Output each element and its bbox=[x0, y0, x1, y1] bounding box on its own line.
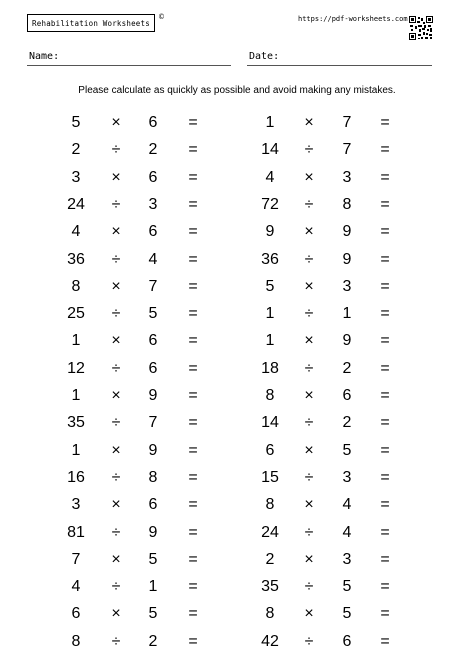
operand-a: 2 bbox=[71, 141, 81, 159]
operand-a: 1 bbox=[71, 387, 81, 404]
operand-b: 6 bbox=[342, 632, 352, 650]
problem-row bbox=[0, 359, 474, 379]
operand-a: 14 bbox=[261, 414, 279, 432]
operand-b: 6 bbox=[148, 496, 158, 514]
equals-sign: = bbox=[380, 414, 390, 432]
operator: ÷ bbox=[304, 141, 314, 159]
equals-sign: = bbox=[380, 195, 390, 213]
operator: ÷ bbox=[111, 250, 121, 268]
operand-a: 2 bbox=[265, 550, 275, 568]
equals-sign: = bbox=[188, 195, 198, 213]
copyright-icon: © bbox=[158, 13, 165, 21]
equals-sign: = bbox=[380, 441, 390, 459]
equals-sign: = bbox=[380, 250, 390, 268]
problem-row bbox=[0, 140, 474, 160]
problem-row bbox=[0, 222, 474, 242]
operand-a: 15 bbox=[261, 468, 279, 486]
operand-a: 8 bbox=[265, 496, 275, 514]
equals-sign: = bbox=[380, 223, 390, 241]
problem-row bbox=[0, 304, 474, 324]
operator: ÷ bbox=[111, 359, 121, 377]
operand-a: 1 bbox=[265, 305, 275, 323]
equals-sign: = bbox=[380, 141, 390, 159]
operand-b: 6 bbox=[148, 114, 158, 131]
operand-b: 3 bbox=[342, 277, 352, 295]
equals-sign: = bbox=[188, 441, 198, 459]
operand-a: 6 bbox=[71, 605, 81, 623]
operand-b: 4 bbox=[342, 496, 352, 514]
equals-sign: = bbox=[380, 578, 390, 596]
operator: ÷ bbox=[304, 250, 314, 268]
equals-sign: = bbox=[380, 387, 390, 404]
operand-b: 6 bbox=[342, 387, 352, 404]
operator: × bbox=[111, 332, 121, 350]
operand-b: 5 bbox=[148, 605, 158, 623]
operand-b: 2 bbox=[342, 414, 352, 432]
equals-sign: = bbox=[188, 223, 198, 241]
operand-a: 16 bbox=[67, 468, 85, 486]
date-label: Date: bbox=[249, 51, 280, 62]
operand-a: 36 bbox=[261, 250, 279, 268]
operator: ÷ bbox=[111, 414, 121, 432]
problem-row bbox=[0, 441, 474, 461]
operand-b: 6 bbox=[148, 359, 158, 377]
operand-a: 12 bbox=[67, 359, 85, 377]
equals-sign: = bbox=[188, 496, 198, 514]
operator: ÷ bbox=[304, 468, 314, 486]
operator: ÷ bbox=[304, 414, 314, 432]
operator: × bbox=[111, 441, 121, 459]
operator: × bbox=[111, 550, 121, 568]
operand-b: 9 bbox=[148, 441, 158, 459]
operator: × bbox=[304, 114, 314, 131]
operand-b: 2 bbox=[342, 359, 352, 377]
operand-a: 18 bbox=[261, 359, 279, 377]
operand-b: 5 bbox=[148, 305, 158, 323]
operand-a: 9 bbox=[265, 223, 275, 241]
equals-sign: = bbox=[188, 277, 198, 295]
operator: ÷ bbox=[111, 578, 121, 596]
operand-b: 9 bbox=[148, 387, 158, 404]
equals-sign: = bbox=[188, 605, 198, 623]
operand-a: 3 bbox=[71, 496, 81, 514]
operator: ÷ bbox=[304, 632, 314, 650]
operand-b: 5 bbox=[342, 578, 352, 596]
operator: ÷ bbox=[304, 359, 314, 377]
operator: × bbox=[304, 223, 314, 241]
equals-sign: = bbox=[188, 332, 198, 350]
equals-sign: = bbox=[380, 277, 390, 295]
operator: × bbox=[304, 550, 314, 568]
problem-row bbox=[0, 168, 474, 188]
operand-a: 72 bbox=[261, 195, 279, 213]
equals-sign: = bbox=[188, 141, 198, 159]
equals-sign: = bbox=[380, 168, 390, 186]
equals-sign: = bbox=[188, 359, 198, 377]
equals-sign: = bbox=[188, 168, 198, 186]
operator: × bbox=[304, 277, 314, 295]
equals-sign: = bbox=[380, 496, 390, 514]
problem-row bbox=[0, 277, 474, 297]
operator: ÷ bbox=[111, 305, 121, 323]
operator: × bbox=[111, 496, 121, 514]
problem-row bbox=[0, 550, 474, 570]
operand-a: 35 bbox=[261, 578, 279, 596]
problem-row bbox=[0, 113, 474, 133]
operand-a: 4 bbox=[71, 223, 81, 241]
operator: ÷ bbox=[304, 523, 314, 541]
equals-sign: = bbox=[188, 523, 198, 541]
equals-sign: = bbox=[188, 414, 198, 432]
operand-b: 8 bbox=[148, 468, 158, 486]
problem-row bbox=[0, 632, 474, 652]
equals-sign: = bbox=[380, 632, 390, 650]
equals-sign: = bbox=[380, 305, 390, 323]
operand-b: 3 bbox=[342, 468, 352, 486]
operand-b: 5 bbox=[148, 550, 158, 568]
operator: × bbox=[304, 496, 314, 514]
equals-sign: = bbox=[188, 632, 198, 650]
operand-b: 9 bbox=[342, 332, 352, 350]
operand-b: 3 bbox=[342, 550, 352, 568]
equals-sign: = bbox=[188, 550, 198, 568]
operand-b: 1 bbox=[148, 578, 158, 596]
equals-sign: = bbox=[188, 387, 198, 404]
equals-sign: = bbox=[380, 114, 390, 131]
equals-sign: = bbox=[380, 332, 390, 350]
problem-row bbox=[0, 331, 474, 351]
operand-a: 8 bbox=[71, 277, 81, 295]
operator: ÷ bbox=[111, 468, 121, 486]
operand-a: 1 bbox=[265, 332, 275, 350]
operand-a: 4 bbox=[265, 168, 275, 186]
worksheet-title: Rehabilitation Worksheets bbox=[32, 18, 150, 28]
operand-b: 2 bbox=[148, 141, 158, 159]
operand-b: 8 bbox=[342, 195, 352, 213]
equals-sign: = bbox=[188, 250, 198, 268]
instructions: Please calculate as quickly as possible and avoid making any mistakes. bbox=[78, 85, 396, 96]
problem-row bbox=[0, 577, 474, 597]
equals-sign: = bbox=[380, 359, 390, 377]
equals-sign: = bbox=[380, 468, 390, 486]
operand-b: 5 bbox=[342, 605, 352, 623]
operand-b: 1 bbox=[342, 305, 352, 323]
operator: × bbox=[304, 332, 314, 350]
equals-sign: = bbox=[380, 550, 390, 568]
operator: × bbox=[111, 605, 121, 623]
problem-row bbox=[0, 195, 474, 215]
operand-b: 9 bbox=[342, 250, 352, 268]
operand-b: 3 bbox=[148, 195, 158, 213]
operand-b: 7 bbox=[148, 414, 158, 432]
operator: ÷ bbox=[111, 195, 121, 213]
operand-a: 8 bbox=[265, 387, 275, 404]
operand-b: 9 bbox=[148, 523, 158, 541]
name-label: Name: bbox=[29, 51, 60, 62]
operator: × bbox=[111, 168, 121, 186]
problem-row bbox=[0, 495, 474, 515]
problem-row bbox=[0, 604, 474, 624]
operand-b: 7 bbox=[342, 141, 352, 159]
operator: ÷ bbox=[304, 305, 314, 323]
operator: × bbox=[304, 605, 314, 623]
operator: × bbox=[304, 441, 314, 459]
problem-row bbox=[0, 250, 474, 270]
operand-b: 4 bbox=[148, 250, 158, 268]
operand-b: 2 bbox=[148, 632, 158, 650]
problem-row bbox=[0, 386, 474, 406]
operand-a: 6 bbox=[265, 441, 275, 459]
operand-a: 25 bbox=[67, 305, 85, 323]
equals-sign: = bbox=[188, 114, 198, 131]
operator: × bbox=[304, 387, 314, 404]
operator: × bbox=[111, 223, 121, 241]
operand-a: 8 bbox=[265, 605, 275, 623]
operand-a: 24 bbox=[67, 195, 85, 213]
operand-a: 24 bbox=[261, 523, 279, 541]
operand-b: 3 bbox=[342, 168, 352, 186]
operand-a: 8 bbox=[71, 632, 81, 650]
operand-b: 5 bbox=[342, 441, 352, 459]
problem-row bbox=[0, 523, 474, 543]
operator: × bbox=[111, 114, 121, 131]
operator: ÷ bbox=[111, 141, 121, 159]
equals-sign: = bbox=[188, 305, 198, 323]
operand-a: 36 bbox=[67, 250, 85, 268]
operand-b: 6 bbox=[148, 332, 158, 350]
equals-sign: = bbox=[188, 468, 198, 486]
operand-a: 4 bbox=[71, 578, 81, 596]
equals-sign: = bbox=[380, 605, 390, 623]
equals-sign: = bbox=[380, 523, 390, 541]
operand-a: 35 bbox=[67, 414, 85, 432]
operand-a: 14 bbox=[261, 141, 279, 159]
operand-b: 7 bbox=[148, 277, 158, 295]
operand-b: 6 bbox=[148, 168, 158, 186]
operand-b: 4 bbox=[342, 523, 352, 541]
operand-a: 1 bbox=[71, 441, 81, 459]
site-url[interactable]: https://pdf-worksheets.com bbox=[298, 15, 408, 23]
problem-row bbox=[0, 468, 474, 488]
operator: × bbox=[111, 387, 121, 404]
operand-a: 81 bbox=[67, 523, 85, 541]
operator: ÷ bbox=[304, 578, 314, 596]
operand-a: 7 bbox=[71, 550, 81, 568]
operand-a: 42 bbox=[261, 632, 279, 650]
operand-a: 1 bbox=[71, 332, 81, 350]
operator: × bbox=[111, 277, 121, 295]
operand-a: 5 bbox=[71, 114, 81, 131]
operator: ÷ bbox=[304, 195, 314, 213]
equals-sign: = bbox=[188, 578, 198, 596]
operand-b: 7 bbox=[342, 114, 352, 131]
operator: ÷ bbox=[111, 632, 121, 650]
operand-a: 5 bbox=[265, 277, 275, 295]
operator: ÷ bbox=[111, 523, 121, 541]
operand-a: 1 bbox=[265, 114, 275, 131]
operand-b: 6 bbox=[148, 223, 158, 241]
operand-b: 9 bbox=[342, 223, 352, 241]
problem-row bbox=[0, 413, 474, 433]
operator: × bbox=[304, 168, 314, 186]
operand-a: 3 bbox=[71, 168, 81, 186]
